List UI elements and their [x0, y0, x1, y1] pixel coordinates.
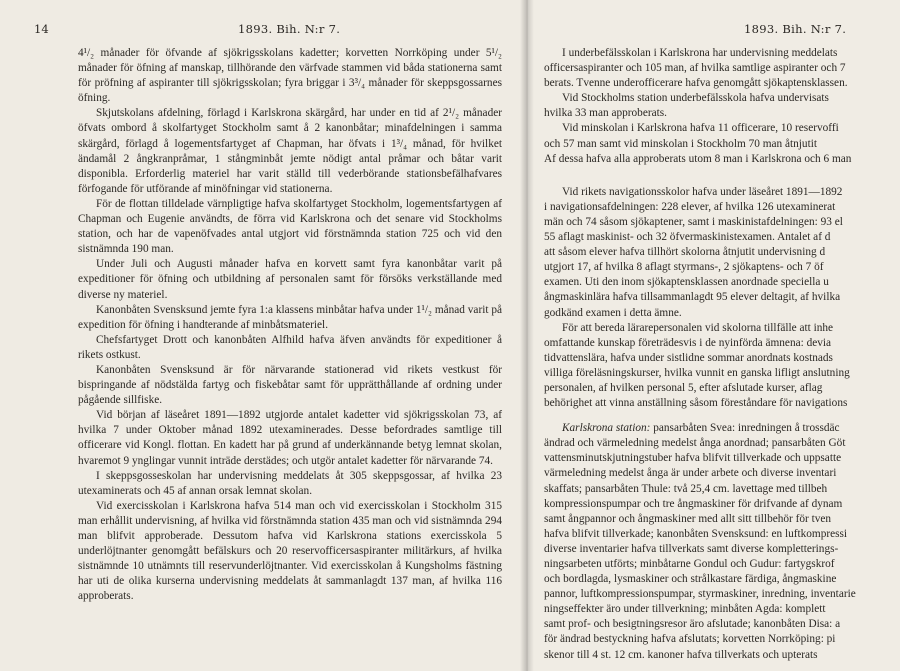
text-line: pannor, luftkompressionspumpar, styrmaskiner, inredning, inventarie — [544, 588, 856, 601]
station-heading: Karlskrona station: — [562, 422, 651, 435]
text-line: hvilka 33 man approberats. — [544, 107, 667, 120]
text-line: och bordlagda, lysmaskiner och strålkastare färdiga, ångmaskine — [544, 573, 837, 586]
text-line: samt ångpannor och ångmaskiner med allt sitt tillbehör för tven — [544, 512, 832, 525]
paragraph: Kanonbåten Svensksund är för närvarande stationerad vid rikets vestkust för bispringande af nödstälda fartyg och fiskebåtar samt för upprätthållande af ordning under pågående sillfiske. — [78, 363, 502, 407]
text-line: kompressionspumpar och tre ångmaskiner för drifvande af dynam — [544, 497, 843, 510]
text-line: skenor till 4 st. 12 cm. kanoner hafva tillverkats och upterats — [544, 648, 818, 661]
text-line: vattensminutskjutningstuber hafva blifvit tillverkade och uppsatte — [544, 452, 842, 465]
text-line: Vid rikets navigationsskolor hafva under läseåret 1891—1892 — [562, 185, 843, 198]
paragraph: Chefsfartyget Drott och kanonbåten Alfhild hafva äfven användts för expeditioner å rikets ostkust. — [78, 333, 502, 361]
right-page — [526, 0, 900, 671]
running-head: 1893. Bih. N:r 7. — [238, 22, 341, 36]
text-line: examen. Uti den inom sjökaptensklassen anordnade speciella u — [544, 276, 829, 289]
left-page-header — [10, 16, 514, 36]
text-line: ningsarbeten utförts; minbåtarne Gondul och Gudur: fartygskrof — [544, 558, 835, 570]
text-line: skaffats; pansarbåten Thule: två 25,4 cm. lavettage med tillbeh — [544, 482, 828, 495]
text-line: och 57 man samt vid minskolan i Stockholm 70 man åtnjutit — [544, 137, 817, 150]
page-number: 14 — [34, 22, 49, 36]
text-line: för ändrad bestyckning hafva afslutats; korvetten Norrköping: pi — [544, 633, 836, 646]
paragraph: 4¹/₂ månader för öfvande af sjökrigsskolans kadetter; korvetten Norrköping under 5¹/₂ månader för öfning af manskap, tillhörande den värfvade stammen vid båda stationerna samt för pröfning af aspiranter till sjökrigsskolan; fyra briggar i 3³/₄ månader för skeppsgossarnes öfning. — [78, 47, 502, 105]
text-line: hafva blifvit tillverkade; kanonbåten Svensksund: en luftkompressi — [544, 527, 848, 540]
text-line: värmeledning medelst ånga är under arbete och diverse inventari — [544, 467, 837, 480]
paragraph: För de flottan tilldelade värnpligtige hafva skolfartyget Stockholm, logementsfartygen af Chapman och Eugenie användts, de förra vid Karlskrona och det senare vid Stockholms station, och har de vapenöfvades antal utgjort vid förstnämnda station 725 och vid den sistnämnda 190 man. — [78, 197, 502, 256]
paragraph: Vid exercisskolan i Karlskrona hafva 514 man och vid exercisskolan i Stockholm 315 man erhållit undervisning, af hvilka vid förstnämnda station 435 man och vid sistnämnda 294 man blifvit approberade. Dessutom hafva vid Karlskrona stations exercisskola 5 underlöjtnanter genomgått befälskurs och 20 reservofficersaspiranter militärkurs, af hvilka sistnämnde 10 utnämnts till reservunderlöjtnanter. Vid exercisskolan å Kungsholms fästning har uti de olika kurserna undervisning meddelats åt sammanlagdt 137 man, af hvilka 116 approberats. — [78, 499, 502, 603]
text-line: Vid Stockholms station underbefälsskola hafva undervisats — [562, 92, 829, 105]
text-line: officersaspiranter och 105 man, af hvilka samtlige aspiranter och 7 — [544, 62, 846, 75]
text-line: diverse inventarier hafva tillverkats samt diverse kompletterings- — [544, 542, 839, 555]
text-line: ningseffekter äro under tillverkning; minbåten Agda: komplett — [544, 603, 826, 616]
text-line: ångmaskinlära hafva tillsammanlagdt 95 elever deltagit, af hvilka — [544, 291, 841, 304]
text-line: omfattande kunskap företrädesvis i de nyinförda ämnena: devia — [544, 336, 832, 349]
right-page-header — [544, 16, 900, 36]
text-line: Vid minskolan i Karlskrona hafva 11 officerare, 10 reservoffi — [562, 122, 839, 135]
text-run: pansarbåten Svea: inredningen å trossdäc — [650, 422, 840, 435]
text-line: utgjort 17, af hvilka 8 aflagt styrmans-, 2 sjökaptens- och 7 öf — [544, 261, 824, 274]
paragraph: Vid början af läseåret 1891—1892 utgjorde antalet kadetter vid sjökrigsskolan 73, af hvilka 7 under Oktober månad 1892 utexaminerades. Desse befordrades samtlige till officerare vid Kongl. flottan. En kadett har på grund af underkännande betyg lemnat skolan, hvaremot 9 ynglingar vunnit inträde derstädes; och utgör antalet kadetter för närvarande 74. — [78, 409, 502, 467]
text-line: godkänd examen i detta ämne. — [544, 306, 682, 319]
running-head: 1893. Bih. N:r 7. — [744, 22, 847, 36]
text-line — [544, 421, 900, 436]
right-page-body — [544, 46, 900, 663]
text-line: I underbefälsskolan i Karlskrona har undervisning meddelats — [562, 47, 838, 59]
text-line: samt prof- och besigtningsresor äro afslutade; kanonbåten Disa: a — [544, 618, 841, 631]
text-line: i navigationsafdelningen: 228 elever, af hvilka 126 utexaminerat — [544, 200, 836, 213]
left-page-body — [10, 46, 514, 604]
text-line: 55 aflagt maskinist- och 32 öfvermaskinistexamen. Antalet af d — [544, 231, 831, 244]
text-line: För att bereda lärarepersonalen vid skolorna tillfälle att inhe — [562, 321, 834, 334]
text-line: villiga föreläsningskurser, hvilka vunnit en ganska lifligt anslutning — [544, 366, 850, 379]
text-line: män och 74 såsom sjökaptener, samt i maskinistafdelningen: 93 el — [544, 215, 843, 228]
text-line: tidvattenslära, hafva under sistlidne sommar anordnats kostnads — [544, 351, 833, 364]
text-line: ändrad och värmeledning medelst ånga anordnad; pansarbåten Göt — [544, 437, 846, 450]
text-line: Af dessa hafva alla approberats utom 8 man i Karlskrona och 6 man — [544, 152, 852, 165]
text-line: att såsom elever hafva tillhört skolorna åtnjutit undervisning d — [544, 246, 826, 259]
paragraph: I skeppsgosseskolan har undervisning meddelats åt 305 skeppsgossar, af hvilka 23 utexaminerats och 45 af annan orsak lemnat skolan. — [78, 469, 502, 497]
text-line: personalen, af hvilken personal 5, efter afslutade kurser, aflag — [544, 381, 823, 394]
text-line: berats. Tvenne underofficerare hafva genomgått sjökaptensklassen. — [544, 77, 848, 90]
paragraph: Skjutskolans afdelning, förlagd i Karlskrona skärgård, har under en tid af 2¹/₂ månader öfvats ombord å skolfartyget Stockholm samt å 2 kanonbåtar; minafdelningen i samma skärgård, förlagd å logementsfartyget af Chapman, har öfvats i 1³/₄ månad, för hvilket ändamål 2 ångkranpråmar, 1 stångminbåt jemte nödigt antal pråmar och båtar varit disponibla. Erforderlig materiel har varit ställd till vederbörande stationsbefälhafvares förfogande för utförande af minöfningar vid stationerna. — [78, 107, 502, 195]
text-line: behörighet att vinna anställning såsom föreståndare för navigations — [544, 397, 848, 410]
paragraph: Kanonbåten Svensksund jemte fyra 1:a klassens minbåtar hafva under 1¹/₂ månad varit på expedition för öfning i handterande af minbåtsmateriel. — [78, 303, 502, 331]
paragraph: Under Juli och Augusti månader hafva en korvett samt fyra kanonbåtar varit på expeditioner för öfning och utbildning af personalen samt för försöks verkställande med diverse ny materiel. — [78, 258, 502, 301]
